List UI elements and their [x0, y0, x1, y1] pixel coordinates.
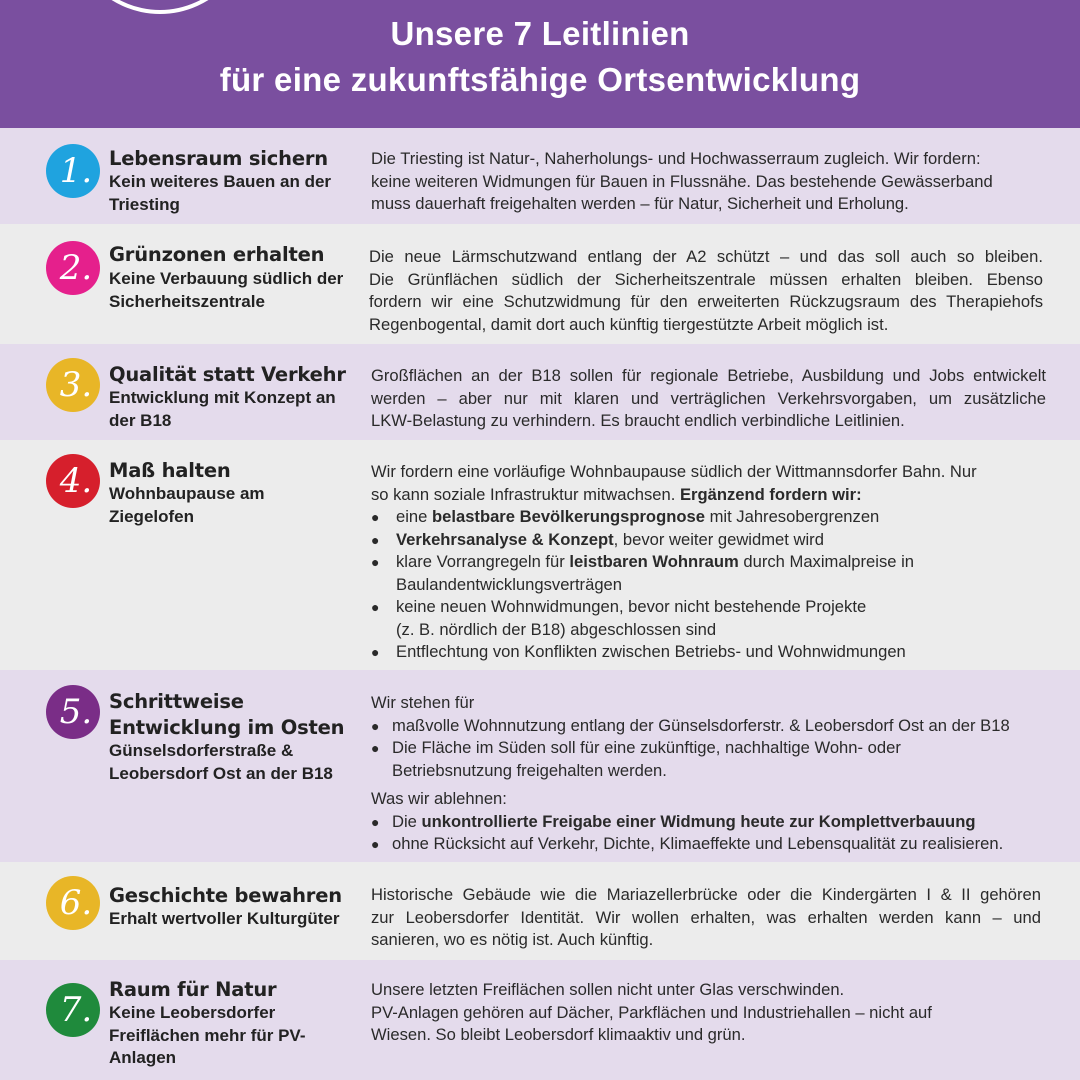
guideline-subtitle: Anlagen: [109, 1048, 177, 1067]
guideline-subtitle: Keine Leobersdorfer: [109, 1003, 276, 1022]
guideline-3: [0, 344, 1080, 440]
guideline-subtitle: Entwicklung mit Konzept an: [109, 388, 336, 407]
guideline-2: [0, 224, 1080, 344]
list-item: ● Die Fläche im Süden soll für eine zukünftige, nachhaltige Wohn- oder Betriebsnutzung freigehalten werden.: [371, 738, 901, 780]
guideline-title: Lebensraum sichern: [109, 147, 328, 170]
guideline-subtitle: Günselsdorferstraße &: [109, 741, 294, 760]
guideline-subtitle: der B18: [109, 410, 172, 430]
guideline-subtitle: Wohnbaupause am: [109, 484, 265, 503]
guideline-title: Schrittweise: [109, 690, 244, 713]
guideline-text: Wir stehen für ● maßvolle Wohnnutzung entlang der Günselsdorferstr. & Leobersdorf Ost an der B18 ● Die Fläche im Süden soll für eine zukünftige, nachhaltige Wohn- oder Betriebsnutzung freigehalten werden. Was wir ablehnen: ● Die unkontrollierte Freigabe einer Widmung heute zur Komplettverbauung ● ohne Rücksicht auf Verkehr, Dichte, Klimaeffekte und Lebensqualität zu realisieren.: [371, 692, 1010, 856]
guideline-subtitle: Ziegelofen: [109, 506, 195, 526]
number-badge-4: 4.: [46, 454, 100, 508]
guideline-subtitle: Sicherheitszentrale: [109, 291, 265, 311]
guideline-title: Entwicklung im Osten: [109, 716, 345, 739]
guideline-1: [0, 128, 1080, 224]
number-badge-7: 7.: [46, 983, 100, 1037]
page-title: Unsere 7 Leitlinien: [390, 15, 690, 52]
number-badge-5: 5.: [46, 685, 100, 739]
list-item: ● maßvolle Wohnnutzung entlang der Günselsdorferstr. & Leobersdorf Ost an der B18: [371, 715, 1010, 735]
list-item: ● Die unkontrollierte Freigabe einer Widmung heute zur Komplettverbauung: [371, 811, 976, 831]
guideline-title: Qualität statt Verkehr: [109, 363, 346, 386]
list-item: ● eine belastbare Bevölkerungsprognose mit Jahresobergrenzen: [371, 507, 880, 526]
guideline-text: Großflächen an der B18 sollen für regionale Betriebe, Ausbildung und Jobs entwickelt werden – aber nur mit klaren und verträglichen Verkehrsvorgaben, um zusätzliche LKW-Belastung zu verhindern. Es braucht endlich verbindliche Leitlinien.: [371, 366, 1046, 430]
guideline-subtitle: Freiflächen mehr für PV-: [109, 1025, 306, 1045]
guideline-title: Geschichte bewahren: [109, 884, 342, 907]
guideline-title: Maß halten: [109, 459, 231, 482]
guideline-5: [0, 670, 1080, 862]
guideline-subtitle: Erhalt wertvoller Kulturgüter: [109, 909, 340, 928]
guideline-text: Unsere letzten Freiflächen sollen nicht unter Glas verschwinden. PV-Anlagen gehören auf Dächer, Parkflächen und Industriehallen – nicht auf Wiesen. So bleibt Leobersdorf klimaaktiv und grün.: [371, 980, 932, 1044]
support-list: [371, 715, 1010, 783]
guideline-text: Die Triesting ist Natur-, Naherholungs- und Hochwasserraum zugleich. Wir fordern: keine weiteren Widmungen für Bauen in Flussnähe. Das bestehende Gewässerband muss dauerhaft freigehalten werden – für Natur, Sicherheit und Erholung.: [371, 149, 993, 213]
number-badge-3: 3.: [46, 358, 100, 412]
number-badge-1: 1.: [46, 144, 100, 198]
header-banner: [0, 0, 1080, 128]
demands-list: [371, 506, 977, 664]
guideline-title: Grünzonen erhalten: [109, 243, 325, 266]
list-item: ● Verkehrsanalyse & Konzept, bevor weiter gewidmet wird: [371, 529, 824, 549]
guideline-text: Historische Gebäude wie die Mariazellerbrücke oder die Kindergärten I & II gehören zur Leobersdorfer Identität. Wir wollen erhalten, was erhalten werden kann – und sanieren, wo es nötig ist. Auch künftig.: [371, 885, 1041, 949]
guideline-text: Die neue Lärmschutzwand entlang der A2 schützt – und das soll auch so bleiben. Die Grünflächen südlich der Sicherheitszentrale müssen erhalten bleiben. Ebenso fordern wir eine Schutzwidmung für den erweiterten Rückzugsraum des Therapiehofs Regenbogental, damit dort auch künftig tiergestützte Arbeit möglich ist.: [369, 247, 1043, 334]
number-badge-2: 2.: [46, 241, 100, 295]
guideline-title: Raum für Natur: [109, 978, 277, 1001]
guideline-subtitle: Triesting: [109, 194, 180, 214]
list-item: ● keine neuen Wohnwidmungen, bevor nicht bestehende Projekte (z. B. nördlich der B18) abgeschlossen sind: [371, 597, 867, 639]
guideline-subtitle: Leobersdorf Ost an der B18: [109, 763, 333, 783]
guideline-text: Wir fordern eine vorläufige Wohnbaupause südlich der Wittmannsdorfer Bahn. Nur so kann soziale Infrastruktur mitwachsen. Ergänzend fordern wir: ● eine belastbare Bevölkerungsprognose mit Jahresobergrenzen ● Verkehrsanalyse & Konzept, bevor weiter gewidmet wird ● klare Vorrangregeln für leistbaren Wohnraum durch Maximalpreise in Baulandentwicklungsverträgen ● keine neuen Wohnwidmungen, bevor nicht bestehende Projekte (z. B. nördlich der B18) abgeschlossen sind ● Entflechtung von Konflikten zwischen Betriebs- und Wohnwidmungen: [371, 461, 977, 664]
guideline-7: [0, 960, 1080, 1080]
guideline-subtitle: Kein weiteres Bauen an der: [109, 172, 332, 191]
list-item: ● klare Vorrangregeln für leistbaren Wohnraum durch Maximalpreise in Baulandentwicklungsverträgen: [371, 552, 915, 594]
page-subtitle: für eine zukunftsfähige Ortsentwicklung: [219, 61, 861, 98]
number-badge-6: 6.: [46, 876, 100, 930]
guideline-4: [0, 440, 1080, 670]
list-item: ● ohne Rücksicht auf Verkehr, Dichte, Klimaeffekte und Lebensqualität zu realisieren.: [371, 834, 1004, 853]
guideline-6: [0, 862, 1080, 960]
reject-list: [371, 811, 1010, 856]
logo-circle: [62, 0, 258, 14]
list-item: ● Entflechtung von Konflikten zwischen Betriebs- und Wohnwidmungen: [371, 642, 906, 661]
guideline-subtitle: Keine Verbauung südlich der: [109, 269, 344, 288]
